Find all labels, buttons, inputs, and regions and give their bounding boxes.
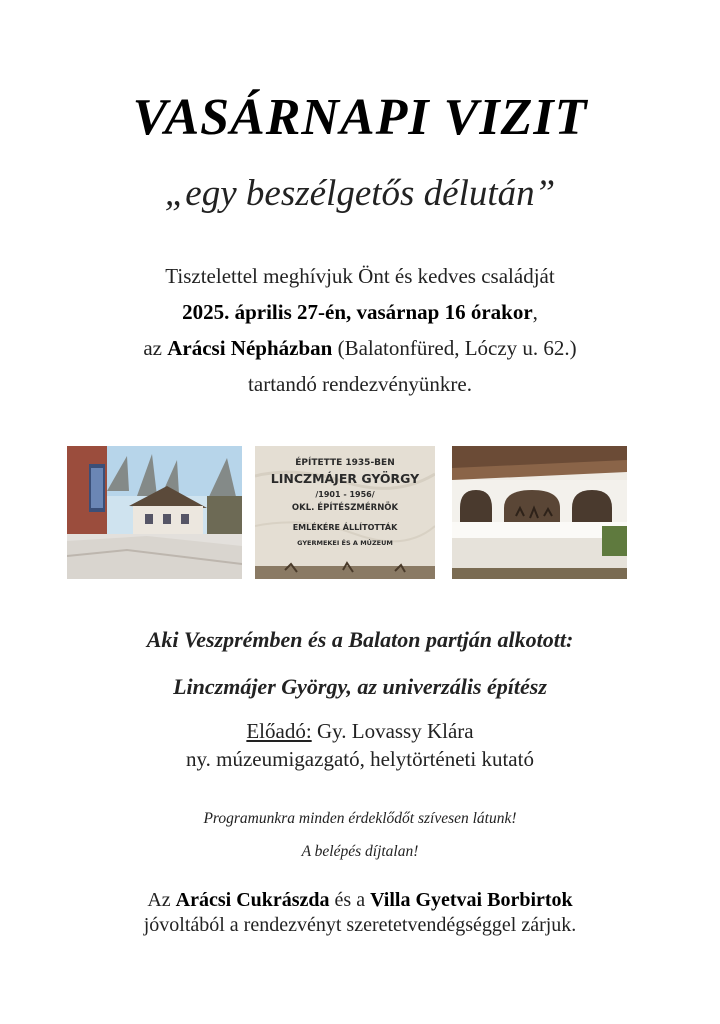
- plaque-line: EMLÉKÉRE ÁLLÍTOTTÁK: [292, 523, 398, 532]
- event-date: 2025. április 27-én, vasárnap 16 órakor: [182, 300, 533, 324]
- memorial-plaque-photo: [255, 446, 435, 579]
- presenter-line: [0, 717, 720, 745]
- lecture-title-line: Linczmájer György, az univerzális építész: [173, 674, 547, 699]
- village-street-photo: [67, 446, 242, 579]
- welcome-line: Programunkra minden érdeklődőt szívesen látunk!: [203, 810, 517, 827]
- plaque-line: ÉPÍTETTE 1935-BEN: [295, 458, 395, 468]
- presenter-role: ny. múzeumigazgató, helytörténeti kutató: [186, 747, 534, 771]
- poster-title: VASÁRNAPI VIZIT: [132, 89, 588, 146]
- lecture-title: [0, 616, 720, 710]
- venue-line: az Arácsi Népházban (Balatonfüred, Lóczy u. 62.): [143, 336, 577, 360]
- sponsor-name: Arácsi Cukrászda: [175, 889, 330, 911]
- closing-note: [0, 888, 720, 938]
- photo-strip: [67, 446, 627, 579]
- closing-line: jóvoltából a rendezvényt szeretetvendégséggel zárjuk.: [143, 914, 577, 936]
- invitation-line: Tisztelettel meghívjuk Önt és kedves családját: [165, 264, 555, 288]
- venue-name: Arácsi Népházban: [167, 336, 333, 360]
- presenter-info: [0, 717, 720, 773]
- poster-subtitle: „egy beszélgetős délután”: [164, 173, 556, 214]
- admission-note: A belépés díjtalan!: [301, 843, 419, 860]
- presenter-name: Gy. Lovassy Klára: [311, 719, 474, 743]
- closing-line: Az Arácsi Cukrászda és a Villa Gyetvai Borbirtok: [147, 889, 573, 911]
- lecture-title-line: Aki Veszprémben és a Balaton partján alkotott:: [146, 627, 574, 652]
- presenter-label: Előadó:: [246, 719, 312, 743]
- welcome-note: [0, 802, 720, 868]
- plaque-line: /1901 - 1956/: [315, 490, 375, 499]
- invitation-line: tartandó rendezvényünkre.: [248, 372, 472, 396]
- venue-address: (Balatonfüred, Lóczy u. 62.): [332, 336, 577, 360]
- plaque-line: OKL. ÉPÍTÉSZMÉRNÖK: [291, 503, 399, 513]
- plaque-line: GYERMEKEI ÉS A MÚZEUM: [297, 539, 393, 547]
- sponsor-name: Villa Gyetvai Borbirtok: [370, 889, 573, 911]
- invitation-text: [0, 258, 720, 402]
- arcade-porch-photo: [452, 446, 627, 579]
- plaque-architect-name: LINCZMÁJER GYÖRGY: [270, 471, 420, 486]
- event-date-line: 2025. április 27-én, vasárnap 16 órakor,: [182, 300, 538, 324]
